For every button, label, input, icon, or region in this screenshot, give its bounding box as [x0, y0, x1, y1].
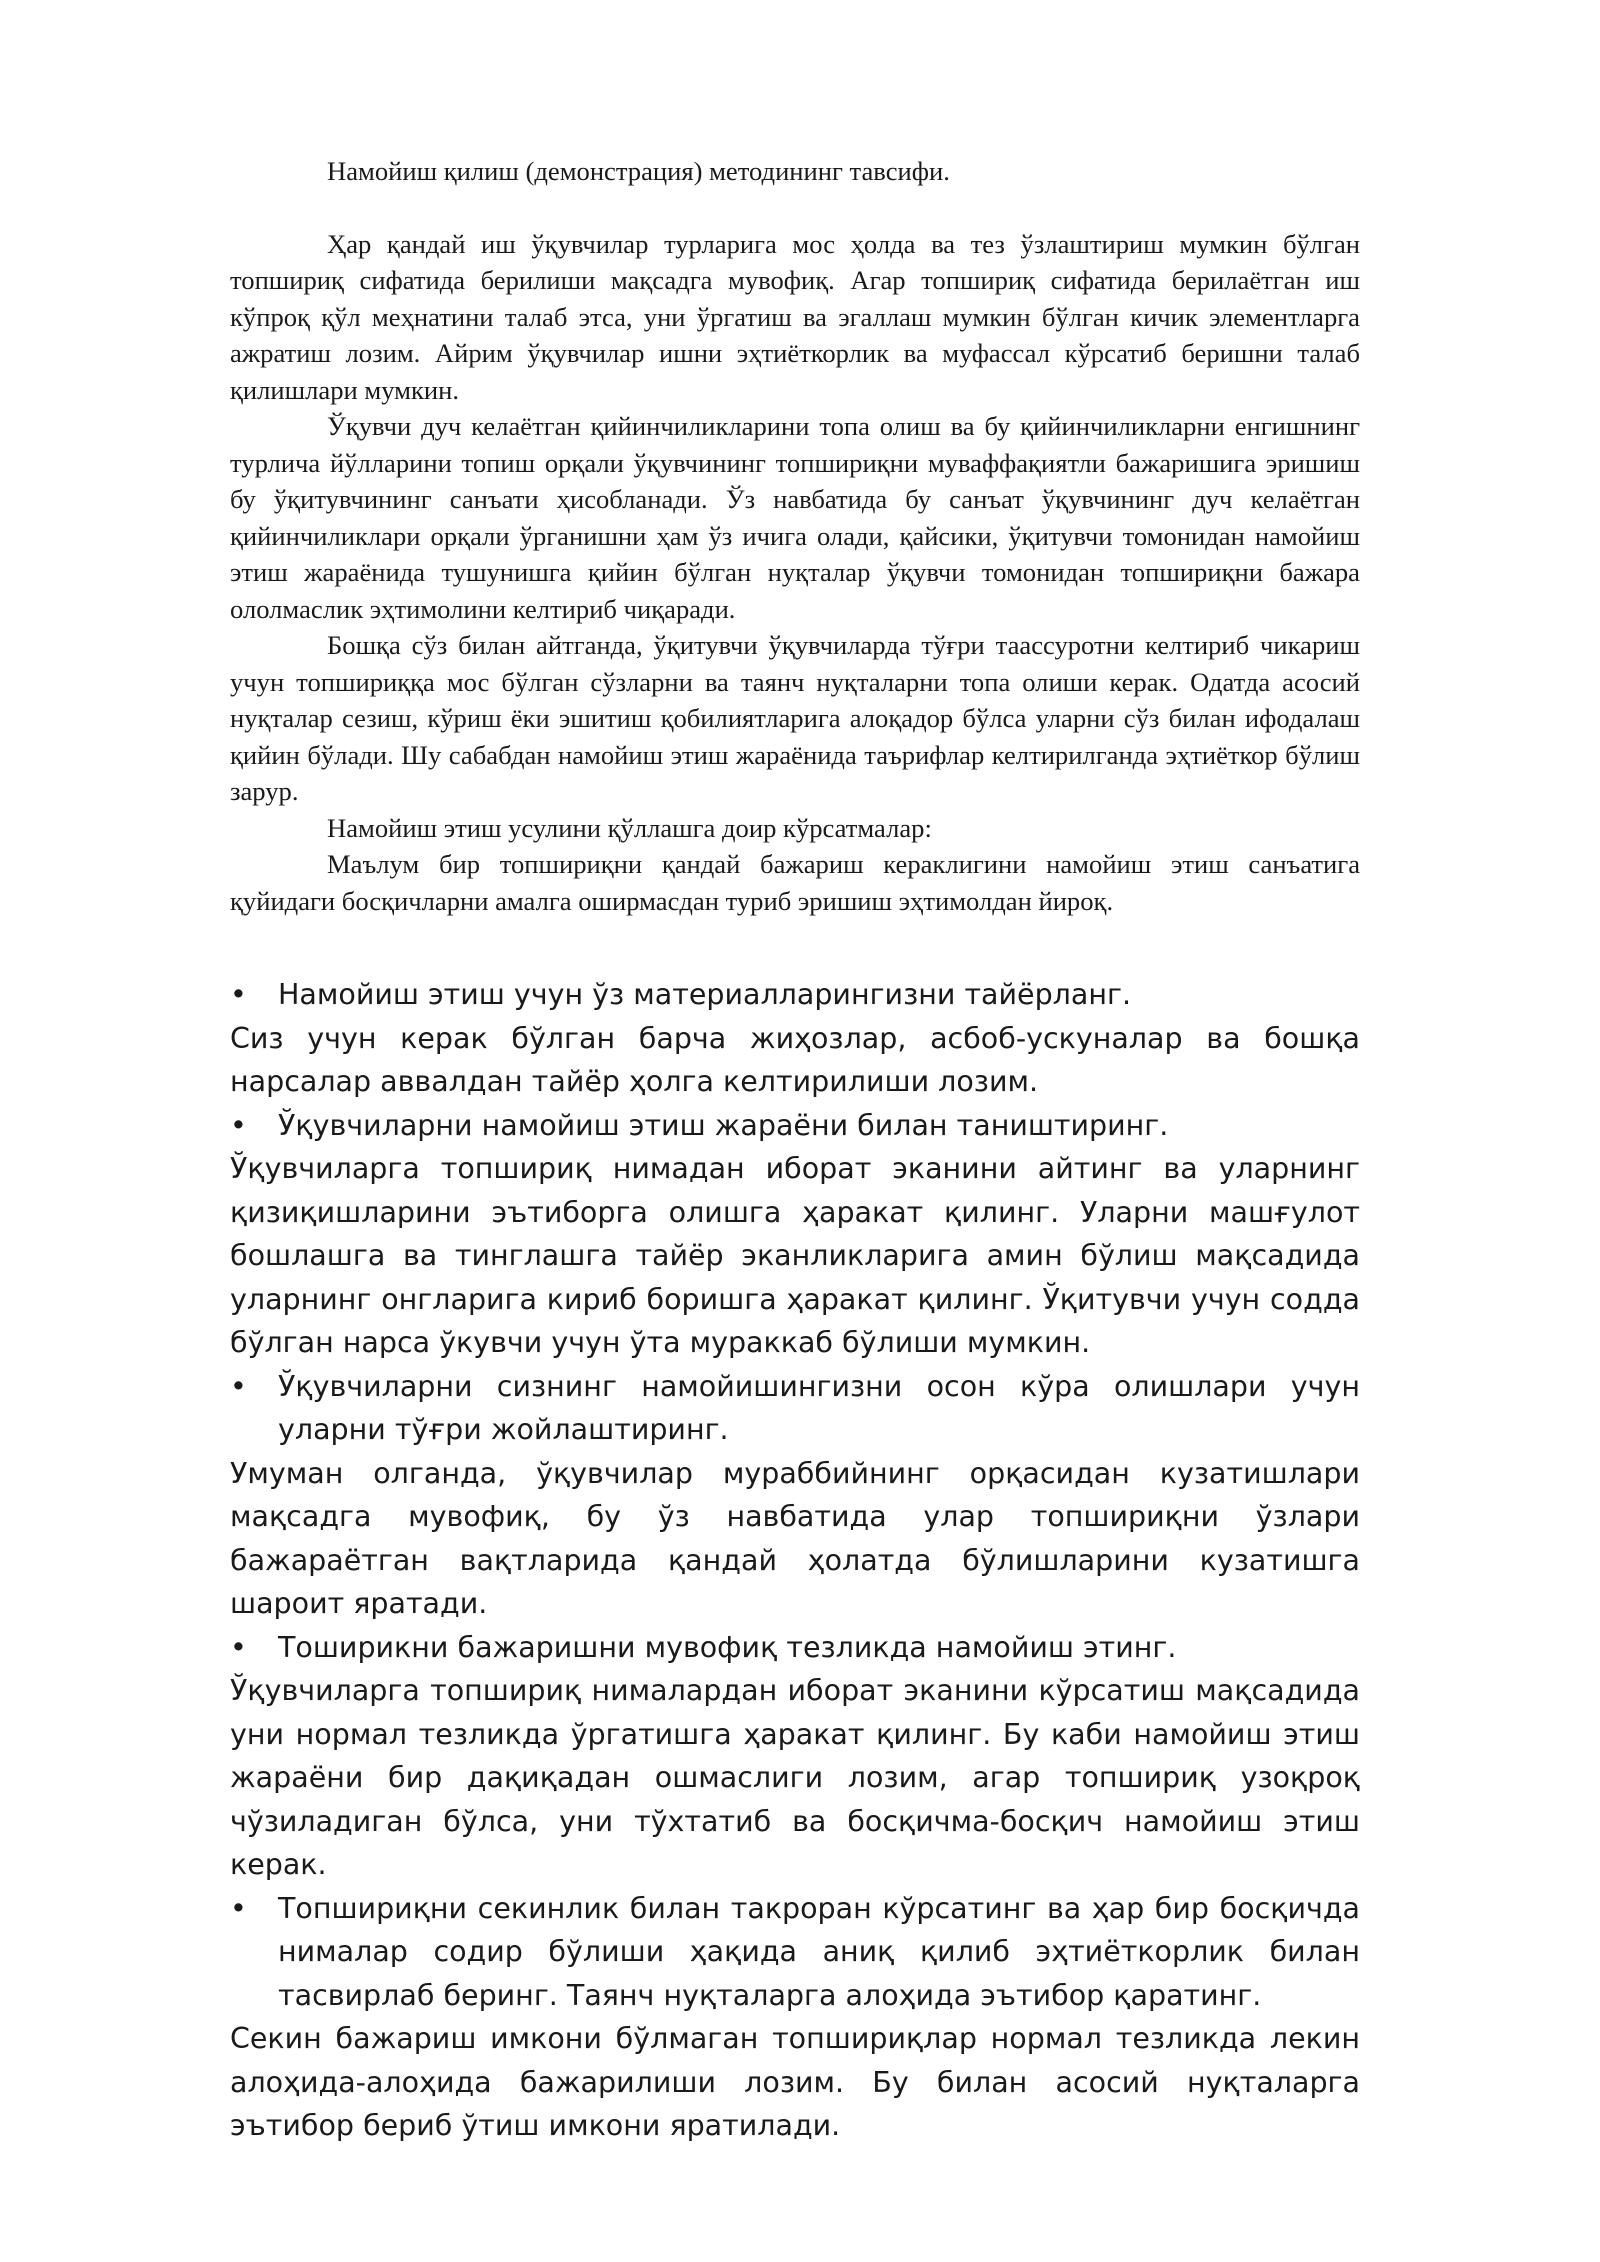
- bullet-dot: •: [230, 1630, 247, 1664]
- bullet-dot: •: [230, 1891, 247, 1925]
- bullet-item: [230, 1365, 1360, 1452]
- paragraph: Бошқа сўз билан айтганда, ўқитувчи ўқувчиларда тўғри таассуротни келтириб чикариш учун топшириққа мос бўлган сўзларни ва таянч нуқталарни топа олиши керак. Одатда асосий нуқталар сезиш, кўриш ёки эшитиш қобилиятларига алоқадор бўлса уларни сўз билан ифодалаш қийин бўлади. Шу сабабдан намойиш этиш жараёнида таърифлар келтирилганда эҳтиёткор бўлиш зарур.: [230, 630, 1360, 806]
- bullet-text: Топшириқни секинлик билан такроран кўрсатинг ва ҳар бир босқичда нималар содир бўлиши ҳақида аниқ қилиб эҳтиёткорлик билан тасвирлаб беринг. Таянч нуқталарга алоҳида эътибор қаратинг.: [278, 1891, 1360, 2012]
- bullet-item: [230, 1887, 1360, 2018]
- step-description: Ўқувчиларга топшириқ нималардан иборат эканини кўрсатиш мақсадида уни нормал тезликда ўргатишга ҳаракат қилинг. Бу каби намойиш этиш жараёни бир дақиқадан ошмаслиги лозим, агар топшириқ узоқроқ чўзиладиган бўлса, уни тўхтатиб ва босқичма-босқич намойиш этиш керак.: [230, 1674, 1360, 1881]
- step-description: Секин бажариш имкони бўлмаган топшириқлар нормал тезликда лекин алоҳида-алоҳида бажарилиши лозим. Бу билан асосий нуқталарга эътибор бериб ўтиш имкони яратилади.: [230, 2022, 1360, 2142]
- step-description: Умуман олганда, ўқувчилар мураббийнинг орқасидан кузатишлари мақсадга мувофиқ, бу ўз навбатида улар топшириқни ўзлари бажараётган вақтларида қандай ҳолатда бўлишларини кузатишга шароит яратади.: [230, 1456, 1360, 1620]
- paragraph: Ўқувчи дуч келаётган қийинчиликларини топа олиш ва бу қийинчиликларни енгишнинг турлича йўлларини топиш орқали ўқувчининг топшириқни муваффақиятли бажаришига эришиш бу ўқитувчининг санъати ҳисобланади. Ўз навбатида бу санъат ўқувчининг дуч келаётган қийинчиликлари орқали ўрганишни ҳам ўз ичига олади, қайсики, ўқитувчи томонидан намойиш этиш жараёнида тушунишга қийин бўлган нуқталар ўқувчи томонидан топшириқни бажара ололмаслик эҳтимолини келтириб чиқаради.: [230, 411, 1360, 624]
- bullet-dot: •: [230, 1108, 247, 1142]
- step-description: Сиз учун керак бўлган барча жиҳозлар, асбоб-ускуналар ва бошқа нарсалар аввалдан тайёр ҳолга келтирилиши лозим.: [230, 1021, 1360, 1098]
- bullet-text: Намойиш этиш учун ўз материалларингизни тайёрланг.: [278, 978, 1132, 1011]
- instructions-heading: Намойиш этиш усулини қўллашга доир кўрсатмалар:: [327, 812, 932, 843]
- bullet-dot: •: [230, 1369, 247, 1403]
- paragraph: Ҳар қандай иш ўқувчилар турларига мос ҳолда ва тез ўзлаштириш мумкин бўлган топшириқ сифатида берилиши мақсадга мувофиқ. Агар топшириқ сифатида берилаётган иш кўпроқ қўл меҳнатини талаб этса, уни ўргатиш ва эгаллаш мумкин бўлган кичик элементларга ажратиш лозим. Айрим ўқувчилар ишни эҳтиёткорлик ва муфассал кўрсатиб беришни талаб қилишлари мумкин.: [230, 228, 1360, 405]
- bullet-item: [230, 973, 1360, 1017]
- bullet-text: Ўқувчиларни сизнинг намойишингизни осон кўра олишлари учун уларни тўғри жойлаштиринг.: [278, 1369, 1360, 1446]
- page-title: Намойиш қилиш (демонстрация) методининг тавсифи.: [327, 156, 950, 186]
- bullet-item: [230, 1104, 1360, 1148]
- step-description: Ўқувчиларга топшириқ нимадан иборат эканини айтинг ва уларнинг қизиқишларини эътиборга олишга ҳаракат қилинг. Уларни машғулот бошлашга ва тинглашга тайёр эканликларига амин бўлиш мақсадида уларнинг онгларига кириб боришга ҳаракат қилинг. Ўқитувчи учун содда бўлган нарса ўкувчи учун ўта мураккаб бўлиши мумкин.: [230, 1152, 1360, 1359]
- bullet-text: Тоширикни бажаришни мувофиқ тезликда намойиш этинг.: [278, 1630, 1177, 1664]
- blank-line: [230, 190, 1360, 226]
- bullet-item: [230, 1626, 1360, 1670]
- serif-section: [230, 153, 1360, 919]
- bullet-text: Ўқувчиларни намойиш этиш жараёни билан таништиринг.: [278, 1108, 1169, 1142]
- paragraph: Маълум бир топшириқни қандай бажариш кераклигини намойиш этиш санъатига қуйидаги босқичларни амалга оширмасдан туриб эришиш эҳтимолдан йироқ.: [230, 849, 1360, 916]
- bullet-dot: •: [230, 978, 247, 1011]
- steps-section: [230, 973, 1360, 2148]
